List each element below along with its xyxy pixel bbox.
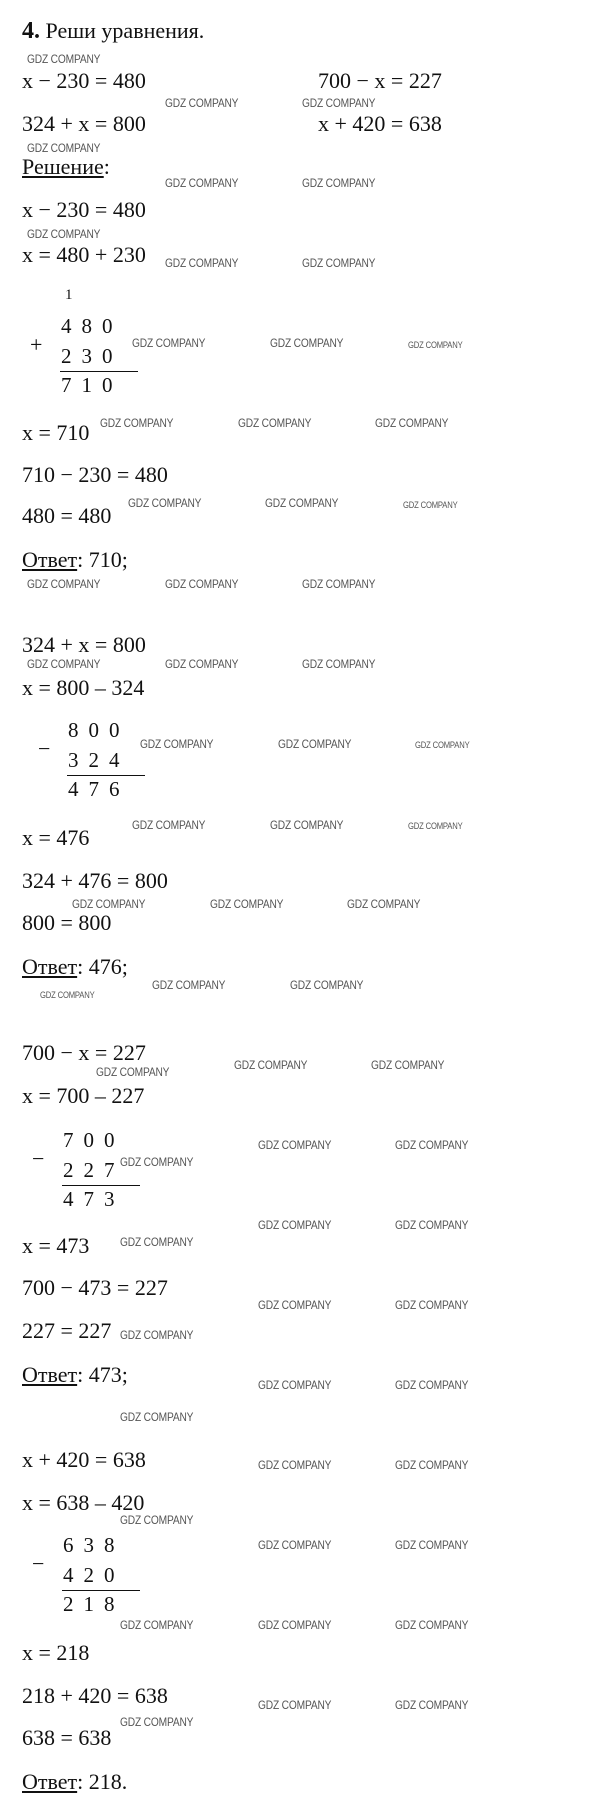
s1-sum-line bbox=[60, 371, 138, 372]
answer-label: Ответ bbox=[22, 1769, 78, 1794]
watermark: GDZ COMPANY bbox=[72, 897, 146, 911]
watermark: GDZ COMPANY bbox=[302, 657, 376, 671]
s4-operand-a: 638 bbox=[63, 1533, 125, 1557]
watermark: GDZ COMPANY bbox=[165, 577, 239, 591]
s3-answer-value: 473; bbox=[88, 1362, 128, 1387]
s1-x: x = 710 bbox=[22, 420, 90, 445]
solution-heading: Решение: bbox=[22, 154, 110, 179]
watermark: GDZ COMPANY bbox=[27, 141, 101, 155]
watermark: GDZ COMPANY bbox=[395, 1538, 469, 1552]
watermark: GDZ COMPANY bbox=[395, 1298, 469, 1312]
watermark: GDZ COMPANY bbox=[238, 416, 312, 430]
s2-operand-b: 324 bbox=[68, 748, 130, 772]
watermark: GDZ COMPANY bbox=[302, 96, 376, 110]
watermark: GDZ COMPANY bbox=[27, 577, 101, 591]
task-1: x − 230 = 480 bbox=[22, 68, 146, 93]
s2-equation: 324 + x = 800 bbox=[22, 632, 146, 657]
s3-step: x = 700 – 227 bbox=[22, 1083, 145, 1108]
watermark: GDZ COMPANY bbox=[395, 1138, 469, 1152]
watermark: GDZ COMPANY bbox=[132, 818, 206, 832]
answer-label: Ответ bbox=[22, 954, 78, 979]
watermark: GDZ COMPANY bbox=[270, 336, 344, 350]
watermark: GDZ COMPANY bbox=[100, 416, 174, 430]
s4-operator: − bbox=[32, 1551, 45, 1576]
s3-operand-a: 700 bbox=[63, 1128, 125, 1152]
watermark: GDZ COMPANY bbox=[265, 496, 339, 510]
watermark: GDZ COMPANY bbox=[258, 1458, 332, 1472]
s1-result: 710 bbox=[61, 373, 123, 397]
s3-x: x = 473 bbox=[22, 1233, 90, 1258]
s3-check: 700 − 473 = 227 bbox=[22, 1275, 168, 1300]
watermark: GDZ COMPANY bbox=[27, 657, 101, 671]
s3-operator: − bbox=[32, 1146, 45, 1171]
watermark: GDZ COMPANY bbox=[128, 496, 202, 510]
task-4: x + 420 = 638 bbox=[318, 111, 442, 136]
watermark: GDZ COMPANY bbox=[165, 256, 239, 270]
exercise-title bbox=[22, 18, 204, 44]
watermark: GDZ COMPANY bbox=[132, 336, 206, 350]
s1-operand-b: 230 bbox=[61, 344, 123, 368]
watermark: GDZ COMPANY bbox=[371, 1058, 445, 1072]
watermark: GDZ COMPANY bbox=[395, 1458, 469, 1472]
exercise-text: Реши уравнения. bbox=[45, 18, 205, 43]
s1-answer: Ответ: 710; bbox=[22, 547, 128, 572]
s4-x: x = 218 bbox=[22, 1640, 90, 1665]
s3-check-result: 227 = 227 bbox=[22, 1318, 112, 1343]
s3-answer: Ответ: 473; bbox=[22, 1362, 128, 1387]
watermark: GDZ COMPANY bbox=[234, 1058, 308, 1072]
watermark: GDZ COMPANY bbox=[290, 978, 364, 992]
s2-diff-line bbox=[67, 775, 145, 776]
watermark: GDZ COMPANY bbox=[278, 737, 352, 751]
s1-equation: x − 230 = 480 bbox=[22, 197, 146, 222]
watermark: GDZ COMPANY bbox=[120, 1328, 194, 1342]
s4-column-calc bbox=[30, 1533, 150, 1623]
watermark: GDZ COMPANY bbox=[408, 821, 463, 831]
s4-answer: Ответ: 218. bbox=[22, 1769, 128, 1794]
s2-operand-a: 800 bbox=[68, 718, 130, 742]
s3-operand-b: 227 bbox=[63, 1158, 125, 1182]
watermark: GDZ COMPANY bbox=[140, 737, 214, 751]
watermark: GDZ COMPANY bbox=[120, 1410, 194, 1424]
solution-label: Решение bbox=[22, 154, 104, 179]
s2-result: 476 bbox=[68, 777, 130, 801]
watermark: GDZ COMPANY bbox=[27, 227, 101, 241]
watermark: GDZ COMPANY bbox=[403, 500, 458, 510]
s4-equation: x + 420 = 638 bbox=[22, 1447, 146, 1472]
watermark: GDZ COMPANY bbox=[258, 1378, 332, 1392]
watermark: GDZ COMPANY bbox=[415, 740, 470, 750]
watermark: GDZ COMPANY bbox=[258, 1138, 332, 1152]
s1-operand-a: 480 bbox=[61, 314, 123, 338]
s4-step: x = 638 – 420 bbox=[22, 1490, 145, 1515]
s1-carry: 1 bbox=[65, 287, 73, 303]
watermark: GDZ COMPANY bbox=[120, 1715, 194, 1729]
watermark: GDZ COMPANY bbox=[165, 657, 239, 671]
watermark: GDZ COMPANY bbox=[258, 1618, 332, 1632]
s3-column-calc bbox=[30, 1128, 150, 1218]
s1-check-result: 480 = 480 bbox=[22, 503, 112, 528]
watermark: GDZ COMPANY bbox=[258, 1298, 332, 1312]
watermark: GDZ COMPANY bbox=[258, 1698, 332, 1712]
watermark: GDZ COMPANY bbox=[120, 1513, 194, 1527]
watermark: GDZ COMPANY bbox=[96, 1065, 170, 1079]
s3-diff-line bbox=[62, 1185, 140, 1186]
s4-answer-value: 218. bbox=[88, 1769, 128, 1794]
watermark: GDZ COMPANY bbox=[258, 1538, 332, 1552]
watermark: GDZ COMPANY bbox=[302, 176, 376, 190]
task-3: 324 + x = 800 bbox=[22, 111, 146, 136]
watermark: GDZ COMPANY bbox=[40, 990, 95, 1000]
answer-label: Ответ bbox=[22, 1362, 78, 1387]
watermark: GDZ COMPANY bbox=[395, 1378, 469, 1392]
exercise-number: 4. bbox=[22, 18, 40, 44]
s2-step: x = 800 – 324 bbox=[22, 675, 145, 700]
watermark: GDZ COMPANY bbox=[258, 1218, 332, 1232]
s1-operator: + bbox=[30, 332, 43, 357]
s4-check: 218 + 420 = 638 bbox=[22, 1683, 168, 1708]
watermark: GDZ COMPANY bbox=[120, 1235, 194, 1249]
answer-label: Ответ bbox=[22, 547, 78, 572]
s1-step: x = 480 + 230 bbox=[22, 242, 146, 267]
s1-check: 710 − 230 = 480 bbox=[22, 462, 168, 487]
watermark: GDZ COMPANY bbox=[152, 978, 226, 992]
watermark: GDZ COMPANY bbox=[302, 256, 376, 270]
watermark: GDZ COMPANY bbox=[120, 1618, 194, 1632]
watermark: GDZ COMPANY bbox=[395, 1218, 469, 1232]
task-2: 700 − x = 227 bbox=[318, 68, 442, 93]
watermark: GDZ COMPANY bbox=[270, 818, 344, 832]
s1-answer-value: 710; bbox=[88, 547, 128, 572]
watermark: GDZ COMPANY bbox=[165, 176, 239, 190]
s4-diff-line bbox=[62, 1590, 140, 1591]
watermark: GDZ COMPANY bbox=[347, 897, 421, 911]
s2-answer-value: 476; bbox=[88, 954, 128, 979]
s2-operator: − bbox=[38, 736, 51, 761]
watermark: GDZ COMPANY bbox=[165, 96, 239, 110]
s3-result: 473 bbox=[63, 1187, 125, 1211]
watermark: GDZ COMPANY bbox=[120, 1155, 194, 1169]
watermark: GDZ COMPANY bbox=[302, 577, 376, 591]
s2-x: x = 476 bbox=[22, 825, 90, 850]
s4-operand-b: 420 bbox=[63, 1563, 125, 1587]
watermark: GDZ COMPANY bbox=[408, 340, 463, 350]
s2-check-result: 800 = 800 bbox=[22, 910, 112, 935]
s2-check: 324 + 476 = 800 bbox=[22, 868, 168, 893]
watermark: GDZ COMPANY bbox=[395, 1698, 469, 1712]
watermark: GDZ COMPANY bbox=[395, 1618, 469, 1632]
s2-column-calc bbox=[30, 718, 150, 808]
s4-check-result: 638 = 638 bbox=[22, 1725, 112, 1750]
watermark: GDZ COMPANY bbox=[27, 52, 101, 66]
s3-equation: 700 − x = 227 bbox=[22, 1040, 146, 1065]
s2-answer: Ответ: 476; bbox=[22, 954, 128, 979]
watermark: GDZ COMPANY bbox=[210, 897, 284, 911]
s4-result: 218 bbox=[63, 1592, 125, 1616]
watermark: GDZ COMPANY bbox=[375, 416, 449, 430]
